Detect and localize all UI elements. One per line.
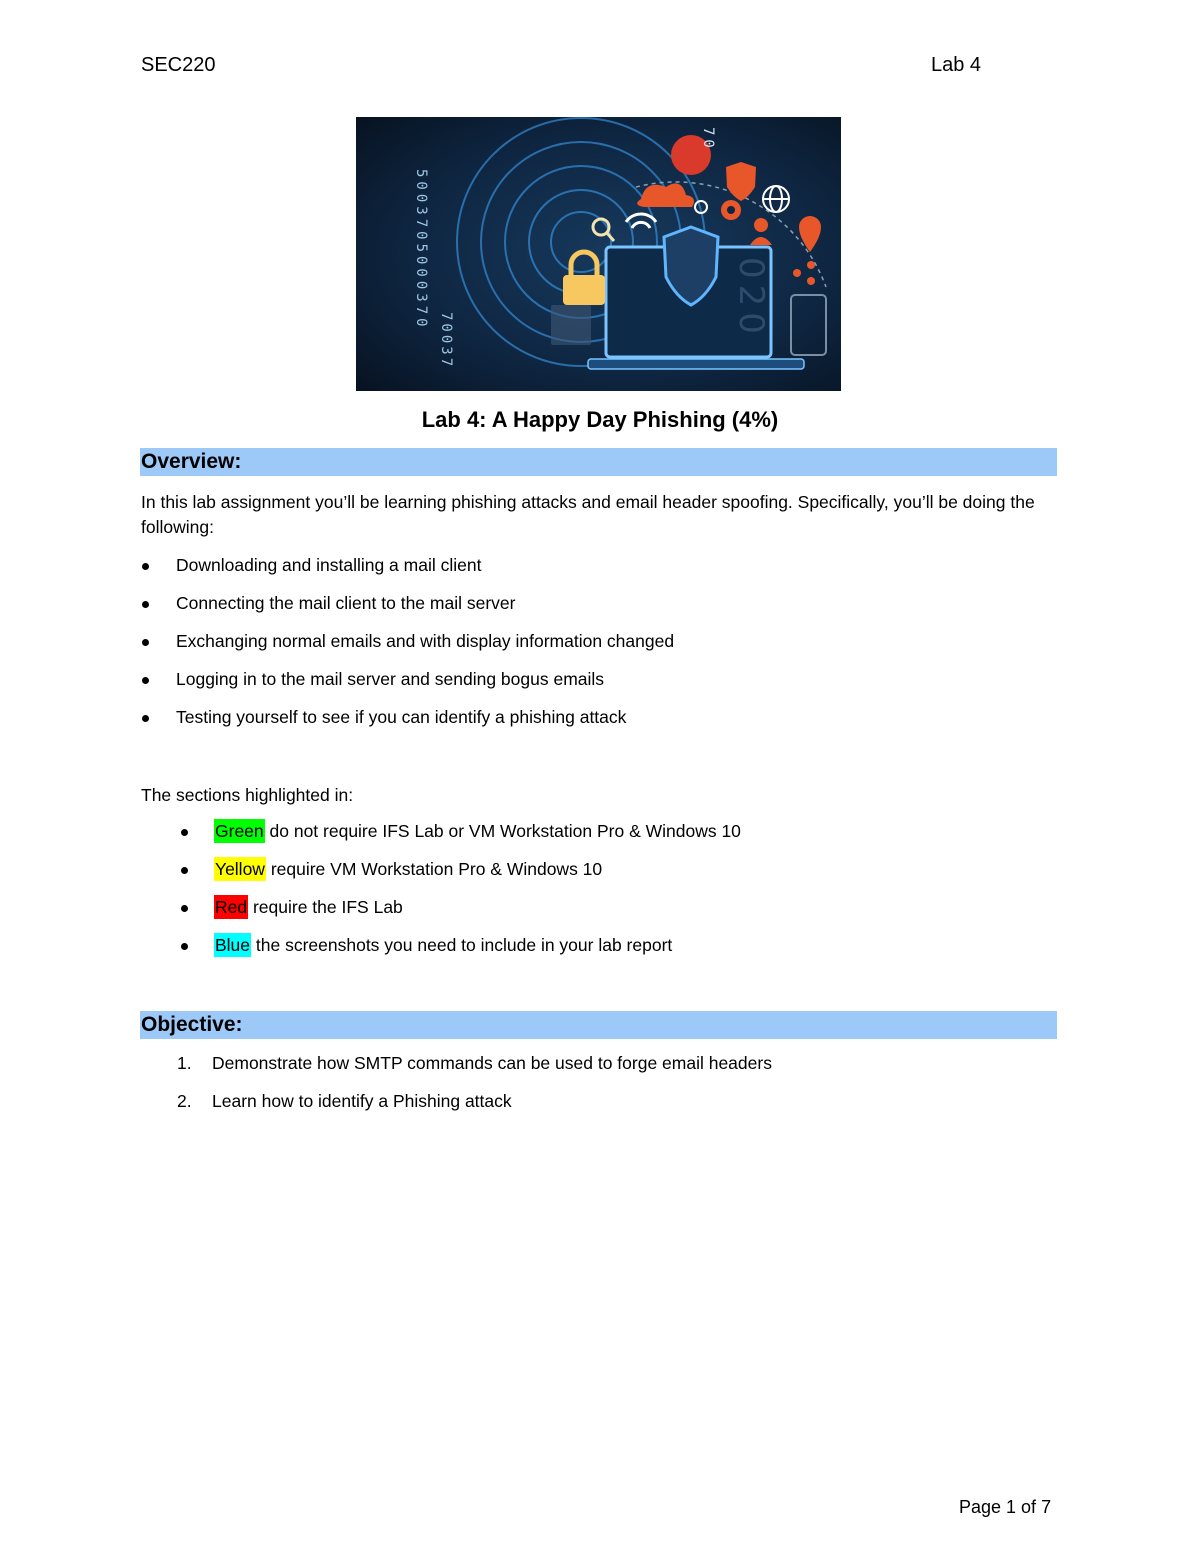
objective-heading-band [140,1011,1057,1039]
highlight-yellow: Yellow [215,859,265,879]
highlight-blue: Blue [215,935,251,955]
objective-number: 1. [177,1053,192,1073]
sections-intro: The sections highlighted in: [141,785,354,805]
bullet-icon [142,601,149,608]
bullet-icon [142,639,149,646]
overview-heading: Overview: [141,450,242,473]
gear-icon [721,200,741,220]
bullet-icon [181,867,188,874]
bullet-icon [142,677,149,684]
highlight-red: Red [215,897,248,917]
hero-digits-left: 5003705000370 [413,169,429,331]
hero-digits-mid: 70037 [438,312,454,370]
highlight-green: Green [215,821,264,841]
bullet-icon [142,715,149,722]
hero-digits-bg: 020 [731,257,771,340]
bullet-icon [181,905,188,912]
objective-heading: Objective: [141,1013,243,1036]
bullet-icon [181,943,188,950]
document-icon [551,305,591,345]
page-number: Page 1 of 7 [959,1497,1052,1517]
hero-digits-right: 70 [700,127,716,152]
objective-number: 2. [177,1091,192,1111]
bullet-icon [181,829,188,836]
header-course: SEC220 [141,54,216,76]
overview-intro: In this lab assignment you’ll be learning phishing attacks and email header spoofing. Specifically, you’ll be doing the following: [141,492,1035,537]
page-title: Lab 4: A Happy Day Phishing (4%) [421,407,779,432]
overview-heading-band [140,448,1057,476]
phishing-hero-image [356,117,841,391]
header-lab: Lab 4 [931,54,982,76]
bullet-icon [142,563,149,570]
